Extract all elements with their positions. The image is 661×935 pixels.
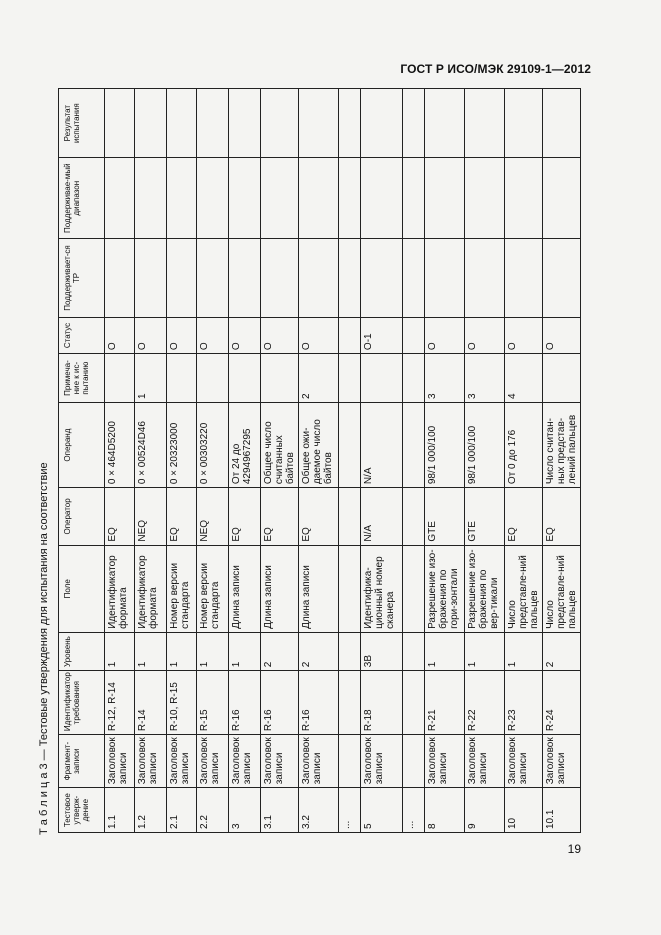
table-cell [403,735,425,788]
conformance-table [58,88,581,833]
table-cell: 1.2 [135,788,167,833]
table-cell [261,158,299,239]
table-cell [403,488,425,545]
table-row [197,89,229,833]
table-cell: Заголовок записи [543,735,581,788]
table-row [465,89,505,833]
table-cell [403,317,425,353]
table-cell [403,89,425,158]
table-row [261,89,299,833]
table-caption: Т а б л и ц а 3 — Тестовые утверждения для испытания на соответствие [38,462,50,835]
table-cell: 0 × 464D5200 [105,403,135,488]
table-cell [299,239,339,318]
table-cell [339,403,361,488]
table-cell [403,632,425,670]
table-row [403,89,425,833]
table-cell: EQ [167,488,197,545]
table-cell: 1 [197,632,229,670]
table-cell [543,89,581,158]
table-cell [361,354,403,403]
table-cell: 3 [425,354,465,403]
table-cell: Заголовок записи [105,735,135,788]
table-cell [299,89,339,158]
table-cell [339,632,361,670]
table-cell: 1 [465,632,505,670]
col-header: Операнд [59,403,105,488]
table-cell [261,354,299,403]
table-cell: 3B [361,632,403,670]
table-cell: Заголовок записи [299,735,339,788]
table-cell: Общее ожи-даемое число байтов [299,403,339,488]
table-cell: 0 × 00303220 [197,403,229,488]
table-cell: 3 [229,788,261,833]
table-cell [135,89,167,158]
table-cell [425,89,465,158]
table-cell: 9 [465,788,505,833]
table-cell: EQ [105,488,135,545]
table-cell: ... [403,788,425,833]
table-cell: 10 [505,788,543,833]
table-cell: 1 [167,632,197,670]
table-cell: O [261,317,299,353]
table-cell [135,239,167,318]
table-row [105,89,135,833]
table-cell [229,89,261,158]
col-header: Тестовое утверж-дение [59,788,105,833]
table-cell [339,671,361,735]
table-cell [229,158,261,239]
table-cell [167,354,197,403]
col-header: Поле [59,545,105,632]
table-cell: 2 [543,632,581,670]
table-cell: 2.1 [167,788,197,833]
table-cell: NEQ [135,488,167,545]
table-cell [403,354,425,403]
table-cell: 3.1 [261,788,299,833]
col-header: Оператор [59,488,105,545]
table-cell: Заголовок записи [261,735,299,788]
table-cell: 1 [135,354,167,403]
table-row [339,89,361,833]
table-cell: 1 [425,632,465,670]
table-cell: EQ [505,488,543,545]
table-row [505,89,543,833]
table-cell: O [167,317,197,353]
table-cell [543,158,581,239]
table-cell: Номер версии стандарта [197,545,229,632]
table-cell [339,354,361,403]
table-cell: 2 [299,354,339,403]
table-cell: 3.2 [299,788,339,833]
table-cell [403,158,425,239]
table-cell [339,89,361,158]
table-cell [361,239,403,318]
table-cell: Заголовок записи [425,735,465,788]
header-row [59,89,105,833]
table-cell: N/A [361,403,403,488]
table-cell [505,239,543,318]
table-cell: От 24 до 4294967295 [229,403,261,488]
table-cell [543,239,581,318]
table-cell: Заголовок записи [361,735,403,788]
table-cell: O [229,317,261,353]
table-cell: NEQ [197,488,229,545]
table-cell: 1 [135,632,167,670]
table-cell: R-16 [299,671,339,735]
table-cell: N/A [361,488,403,545]
table-cell: 2.2 [197,788,229,833]
table-cell: O [505,317,543,353]
table-cell: Длина записи [229,545,261,632]
table-cell [261,239,299,318]
table-cell: 0 × 00524D46 [135,403,167,488]
table-row [543,89,581,833]
table-cell: Число представле-ний пальцев [543,545,581,632]
rotated-table-container [58,88,578,833]
table-cell [299,158,339,239]
table-cell: O-1 [361,317,403,353]
col-header: Примеча-ние к ис-пытанию [59,354,105,403]
table-cell: R-21 [425,671,465,735]
table-cell: EQ [543,488,581,545]
table-cell: 8 [425,788,465,833]
col-header: Уровень [59,632,105,670]
table-cell: 98/1 000/100 [425,403,465,488]
table-cell: EQ [261,488,299,545]
table-cell: ... [339,788,361,833]
table-cell: O [135,317,167,353]
table-cell [167,89,197,158]
table-cell [339,545,361,632]
table-cell [505,89,543,158]
table-cell [339,488,361,545]
table-cell: Разрешение изо-бражения по гори-зонтали [425,545,465,632]
table-cell [465,158,505,239]
table-cell: Общее число считанных байтов [261,403,299,488]
table-cell [425,239,465,318]
table-cell: Длина записи [261,545,299,632]
table-cell: От 0 до 176 [505,403,543,488]
table-cell [197,158,229,239]
table-cell: Число представле-ний пальцев [505,545,543,632]
document-header: ГОСТ Р ИСО/МЭК 29109-1—2012 [400,62,591,76]
table-cell [339,735,361,788]
table-cell: EQ [229,488,261,545]
table-cell [543,354,581,403]
table-cell: O [299,317,339,353]
table-row [229,89,261,833]
table-cell: R-10, R-15 [167,671,197,735]
table-cell: R-24 [543,671,581,735]
table-cell: 98/1 000/100 [465,403,505,488]
table-cell [403,403,425,488]
table-cell: R-23 [505,671,543,735]
col-header: Поддерживает-ся ТР [59,239,105,318]
table-cell [229,239,261,318]
table-cell [465,89,505,158]
table-cell: GTE [425,488,465,545]
table-cell [105,354,135,403]
table-cell [197,239,229,318]
table-cell [105,89,135,158]
table-cell: R-22 [465,671,505,735]
table-cell: 3 [465,354,505,403]
table-cell: R-15 [197,671,229,735]
table-cell: 2 [261,632,299,670]
table-cell: EQ [299,488,339,545]
table-cell [229,354,261,403]
table-cell: GTE [465,488,505,545]
table-cell [105,158,135,239]
table-cell: O [105,317,135,353]
table-cell: 2 [299,632,339,670]
table-cell: Разрешение изо-бражения по вер-тикали [465,545,505,632]
table-cell [339,317,361,353]
table-cell: 5 [361,788,403,833]
table-cell [167,158,197,239]
table-cell [425,158,465,239]
table-cell: Заголовок записи [465,735,505,788]
table-cell [261,89,299,158]
table-cell: 1 [105,632,135,670]
table-cell [403,545,425,632]
table-cell [167,239,197,318]
table-cell: O [465,317,505,353]
table-cell: 1 [229,632,261,670]
table-cell: Идентификатор формата [105,545,135,632]
table-cell: Заголовок записи [229,735,261,788]
table-cell: R-12, R-14 [105,671,135,735]
table-row [135,89,167,833]
table-cell: O [543,317,581,353]
table-cell: Заголовок записи [197,735,229,788]
table-cell: 1 [505,632,543,670]
table-cell: 1.1 [105,788,135,833]
table-row [425,89,465,833]
col-header: Фрагмент-записи [59,735,105,788]
table-cell [505,158,543,239]
table-cell: Число считан-ных представ-лений пальцев [543,403,581,488]
table-cell: Номер версии стандарта [167,545,197,632]
table-cell [197,89,229,158]
col-header: Результат испытания [59,89,105,158]
table-cell: R-14 [135,671,167,735]
table-cell: Заголовок записи [135,735,167,788]
table-cell: Идентифика-ционный номер сканера [361,545,403,632]
table-cell: O [425,317,465,353]
table-cell: R-16 [229,671,261,735]
table-cell: R-18 [361,671,403,735]
table-cell [465,239,505,318]
table-cell [339,239,361,318]
table-row [167,89,197,833]
table-cell: 10.1 [543,788,581,833]
table-cell: Идентификатор формата [135,545,167,632]
table-cell: Заголовок записи [167,735,197,788]
page-number: 19 [567,842,581,856]
table-cell [403,671,425,735]
table-cell [135,158,167,239]
col-header: Поддерживае-мый диапазон [59,158,105,239]
table-cell [361,158,403,239]
table-cell [105,239,135,318]
table-cell: O [197,317,229,353]
table-cell [361,89,403,158]
table-row [299,89,339,833]
table-cell: Заголовок записи [505,735,543,788]
table-cell: Длина записи [299,545,339,632]
table-cell: R-16 [261,671,299,735]
table-row [361,89,403,833]
col-header: Статус [59,317,105,353]
col-header: Идентификатор требования [59,671,105,735]
table-cell: 0 × 20323000 [167,403,197,488]
table-cell [197,354,229,403]
table-cell [339,158,361,239]
table-cell [403,239,425,318]
table-cell: 4 [505,354,543,403]
